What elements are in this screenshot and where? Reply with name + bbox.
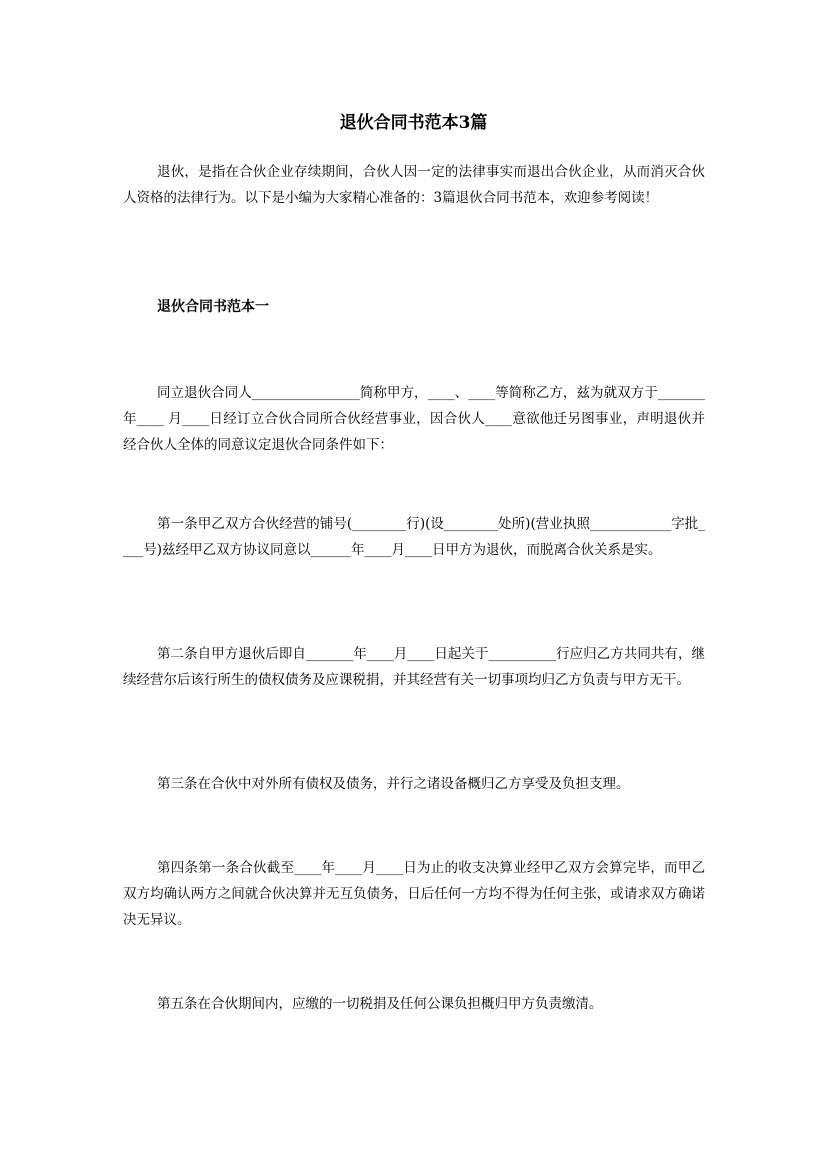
contract-article-5: 第五条在合伙期间内，应缴的一切税捐及任何公课负担概归甲方负责缴清。 xyxy=(157,996,603,1012)
contract-article-1: 第一条甲乙双方合伙经营的铺号(________行)(设________处所)(营业执照____________字批____号)兹经甲乙双方协议同意以______年____月____日甲方为退伙，而脱离合伙关系是实。 xyxy=(123,516,705,558)
contract-article-4: 第四条第一条合伙截至____年____月____日为止的收支决算业经甲乙双方会算完毕，而甲乙双方均确认两方之间就合伙决算并无互负债务，日后任何一方均不得为任何主张，或请求双方确诺决无异议。 xyxy=(123,860,705,928)
document-title: 退伙合同书范本3篇 xyxy=(339,113,488,133)
contract-paragraph-preamble: 同立退伙合同人________________简称甲方，____、____等简称乙方，兹为就双方于_______年____ 月____日经订立合伙合同所合伙经营事业，因合伙人____意欲他迁另图事业，声明退伙并经合伙人全体的同意议定退伙合同条件如下： xyxy=(123,385,705,453)
intro-paragraph: 退伙，是指在合伙企业存续期间，合伙人因一定的法律事实而退出合伙企业，从而消灭合伙人资格的法律行为。以下是小编为大家精心准备的：3篇退伙合同书范本，欢迎参考阅读！ xyxy=(123,164,705,206)
contract-article-3: 第三条在合伙中对外所有债权及债务，并行之诸设备概归乙方享受及负担支理。 xyxy=(157,776,630,792)
section-heading: 退伙合同书范本一 xyxy=(157,299,269,315)
contract-article-2: 第二条自甲方退伙后即自_______年____月____日起关于__________行应归乙方共同共有，继续经营尔后该行所生的债权债务及应课税捐，并其经营有关一切事项均归乙方负责与甲方无干。 xyxy=(123,646,705,688)
